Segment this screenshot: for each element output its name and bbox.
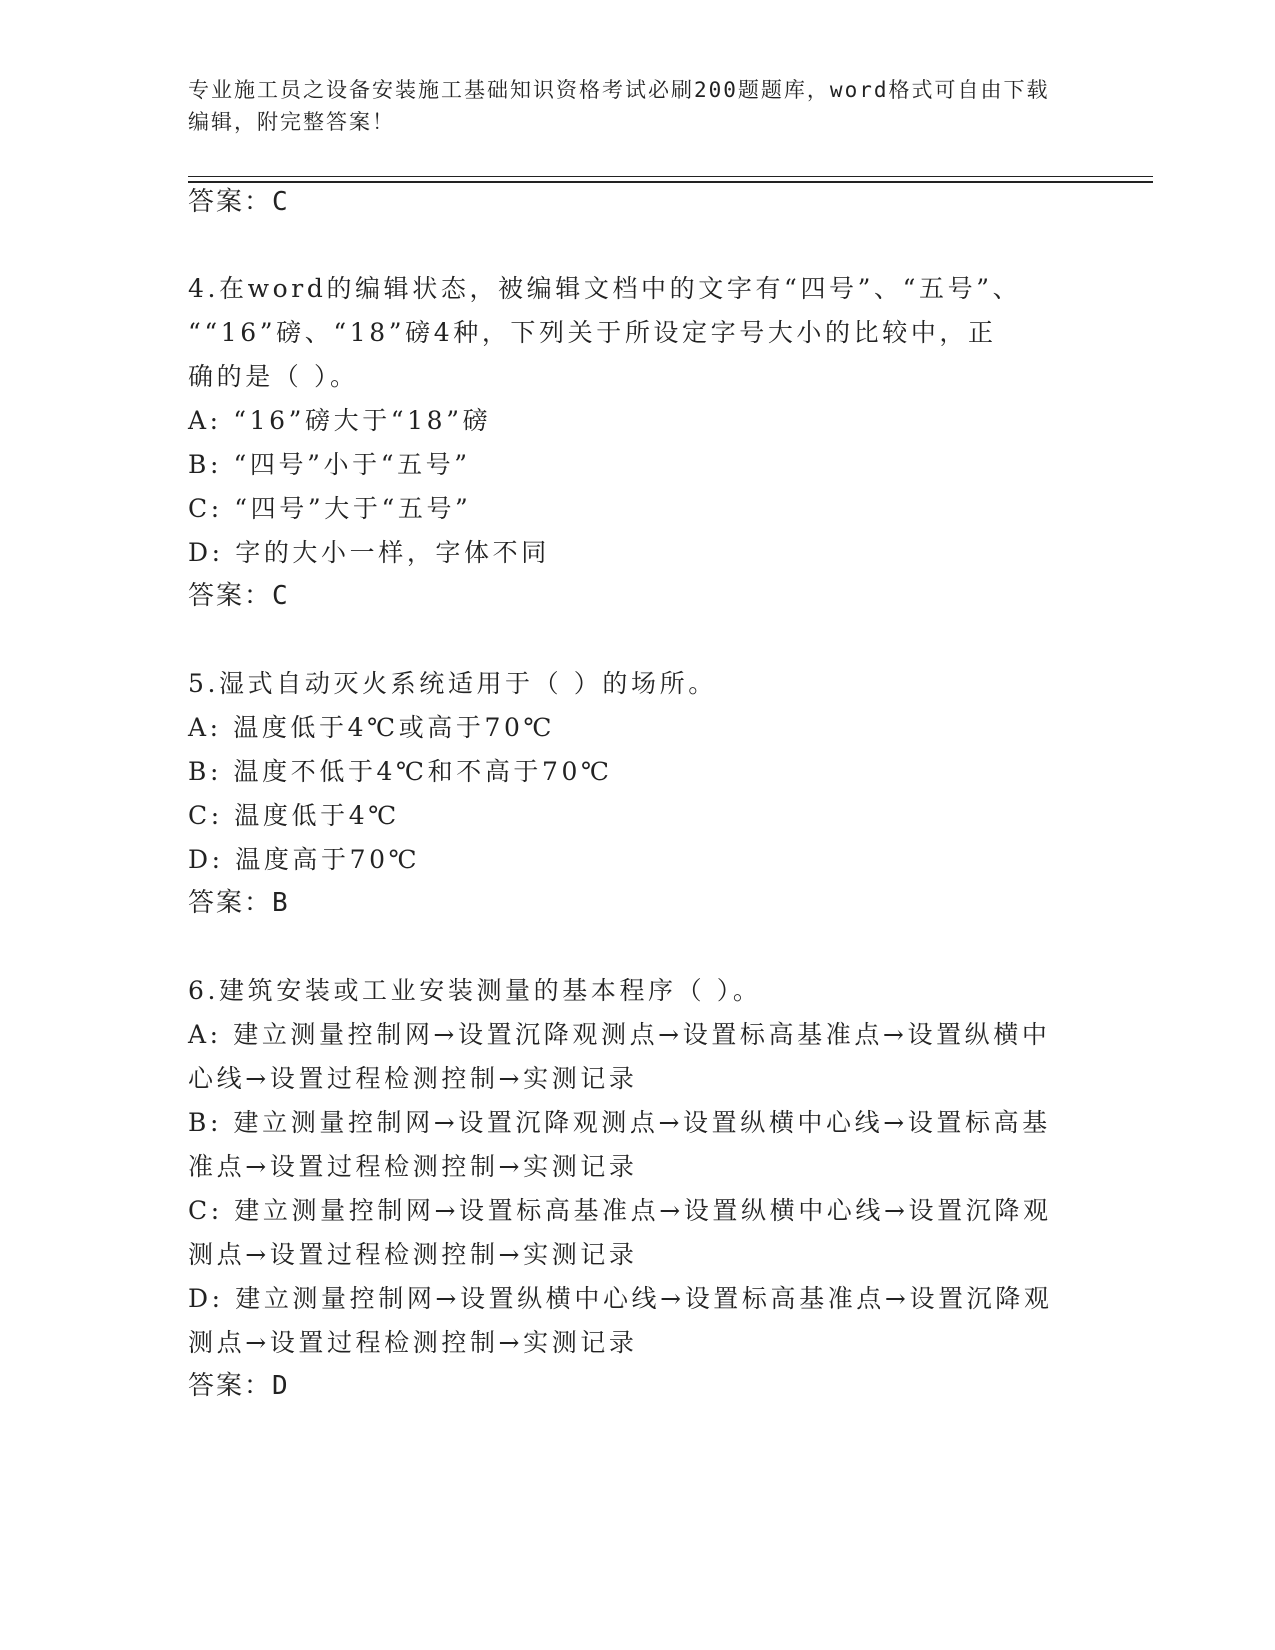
q4-option-c: C: “四号”大于“五号” (188, 494, 472, 523)
q4-option-d: D: 字的大小一样，字体不同 (188, 538, 550, 567)
q5-option-a: A: 温度低于4℃或高于70℃ (188, 713, 556, 742)
q5-option-c: C: 温度低于4℃ (188, 801, 400, 830)
q6-option-c-line-1: C: 建立测量控制网→设置标高基准点→设置纵横中心线→设置沉降观 (188, 1196, 1052, 1225)
q6-option-a-line-1: A: 建立测量控制网→设置沉降观测点→设置标高基准点→设置纵横中 (188, 1020, 1051, 1049)
q4-stem-line-2: ““16”磅、“18”磅4种，下列关于所设定字号大小的比较中，正 (188, 318, 997, 347)
q6-option-b-line-1: B: 建立测量控制网→设置沉降观测点→设置纵横中心线→设置标高基 (188, 1108, 1051, 1137)
q4-stem-line-3: 确的是（ ）。 (188, 362, 359, 391)
document-header: 专业施工员之设备安装施工基础知识资格考试必刷200题题库，word格式可自由下载编辑，附完整答案！ (188, 78, 1050, 134)
answer-prev: 答案：C (188, 187, 290, 217)
q4-option-a: A: “16”磅大于“18”磅 (188, 406, 492, 435)
q5-option-d: D: 温度高于70℃ (188, 845, 421, 874)
q6-option-b-line-2: 准点→设置过程检测控制→实测记录 (188, 1152, 638, 1181)
header-divider-thin (188, 176, 1153, 177)
q6-option-c-line-2: 测点→设置过程检测控制→实测记录 (188, 1240, 638, 1269)
q4-option-b: B: “四号”小于“五号” (188, 450, 471, 479)
q4-stem-line-1: 4.在word的编辑状态，被编辑文档中的文字有“四号”、“五号”、 (188, 274, 1022, 303)
q6-option-d-line-1: D: 建立测量控制网→设置纵横中心线→设置标高基准点→设置沉降观 (188, 1284, 1053, 1313)
q5-answer: 答案：B (188, 888, 290, 918)
q6-option-d-line-2: 测点→设置过程检测控制→实测记录 (188, 1328, 638, 1357)
q6-option-a-line-2: 心线→设置过程检测控制→实测记录 (188, 1064, 638, 1093)
q5-stem-line-1: 5.湿式自动灭火系统适用于（ ）的场所。 (188, 669, 717, 698)
q6-stem-line-1: 6.建筑安装或工业安装测量的基本程序（ ）。 (188, 976, 762, 1005)
header-divider-thick (188, 181, 1153, 183)
q4-answer: 答案：C (188, 581, 290, 611)
q6-answer: 答案：D (188, 1371, 290, 1401)
q5-option-b: B: 温度不低于4℃和不高于70℃ (188, 757, 613, 786)
